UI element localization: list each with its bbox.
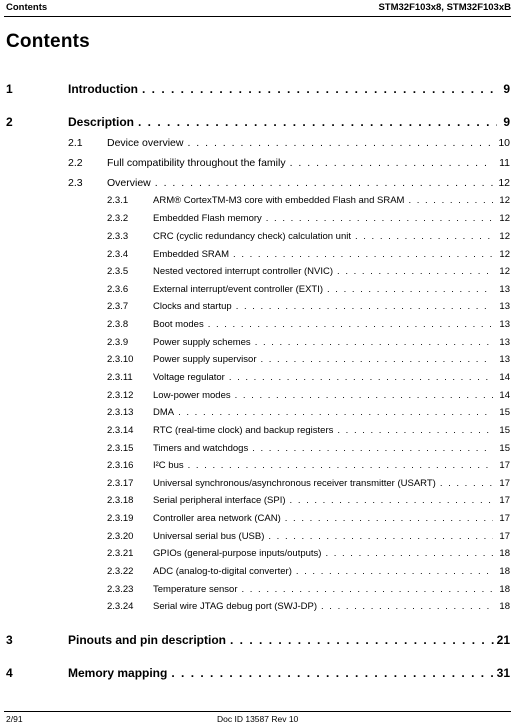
- toc-entry-title: DMA: [153, 407, 175, 418]
- toc-entry-page: 13: [499, 354, 510, 365]
- toc-entry-number: 2.3.1: [107, 195, 129, 206]
- toc-entry-number: 2.3.11: [107, 372, 133, 383]
- toc-entry-2-3-22[interactable]: [0, 565, 517, 579]
- toc-entry-number: 2.3.12: [107, 390, 134, 401]
- toc-entry-full-compatibility[interactable]: [0, 156, 517, 170]
- toc-entry-page: 17: [499, 478, 510, 489]
- toc-entry-title: Full compatibility throughout the family: [107, 157, 286, 169]
- toc-entry-title: I²C bus: [153, 460, 184, 471]
- toc-leader-dots: [255, 336, 493, 350]
- toc-entry-2-3-24[interactable]: [0, 600, 517, 614]
- toc-entry-page: 14: [499, 372, 510, 383]
- toc-entry-title: CRC (cyclic redundancy check) calculation unit: [153, 231, 351, 242]
- toc-entry-title: External interrupt/event controller (EXTI): [153, 284, 324, 295]
- toc-leader-dots: [296, 565, 493, 579]
- toc-entry-page: 13: [499, 337, 510, 348]
- toc-entry-title: RTC (real-time clock) and backup registers: [153, 425, 334, 436]
- toc-entry-title: Clocks and startup: [153, 301, 232, 312]
- toc-entry-number: 2.3.13: [107, 407, 134, 418]
- toc-entry-number: 1: [6, 82, 13, 96]
- toc-leader-dots: [178, 406, 493, 420]
- toc-leader-dots: [188, 459, 493, 473]
- toc-entry-page: 14: [499, 390, 510, 401]
- toc-entry-device-overview[interactable]: [0, 136, 517, 150]
- toc-entry-description[interactable]: [0, 114, 517, 130]
- toc-entry-2-3-19[interactable]: [0, 512, 517, 526]
- toc-leader-dots: [325, 547, 493, 561]
- header-rule: [4, 16, 511, 17]
- toc-entry-page: 17: [499, 531, 510, 542]
- toc-leader-dots: [241, 583, 493, 597]
- toc-leader-dots: [285, 512, 493, 526]
- toc-leader-dots: [236, 300, 493, 314]
- toc-entry-page: 12: [499, 213, 510, 224]
- toc-entry-number: 2.3.16: [107, 460, 134, 471]
- toc-leader-dots: [327, 283, 493, 297]
- toc-entry-number: 2.3.20: [107, 531, 134, 542]
- toc-leader-dots: [208, 318, 493, 332]
- toc-leader-dots: [171, 665, 497, 681]
- toc-entry-page: 13: [499, 301, 510, 312]
- toc-entry-number: 2.3.4: [107, 249, 129, 260]
- toc-entry-title: Power supply schemes: [153, 337, 251, 348]
- toc-entry-number: 2.3.5: [107, 266, 129, 277]
- toc-entry-number: 2.3.10: [107, 354, 134, 365]
- toc-entry-2-3-12[interactable]: [0, 389, 517, 403]
- toc-entry-title: Memory mapping: [68, 666, 168, 680]
- toc-entry-page: 12: [498, 177, 510, 189]
- toc-entry-page: 9: [503, 82, 510, 96]
- toc-leader-dots: [408, 194, 493, 208]
- toc-entry-page: 13: [499, 319, 510, 330]
- toc-entry-title: Voltage regulator: [153, 372, 225, 383]
- toc-entry-page: 13: [499, 284, 510, 295]
- toc-entry-2-3-21[interactable]: [0, 547, 517, 561]
- toc-entry-number: 2.3: [68, 177, 83, 189]
- toc-entry-page: 17: [499, 513, 510, 524]
- toc-leader-dots: [233, 248, 493, 262]
- toc-entry-title: GPIOs (general-purpose inputs/outputs): [153, 548, 322, 559]
- footer-doc-id: Doc ID 13587 Rev 10: [217, 714, 299, 724]
- toc-entry-2-3-23[interactable]: [0, 583, 517, 597]
- toc-entry-page: 18: [499, 601, 510, 612]
- toc-entry-number: 2.3.6: [107, 284, 129, 295]
- toc-entry-number: 2.3.19: [107, 513, 134, 524]
- toc-entry-title: Embedded SRAM: [153, 249, 230, 260]
- toc-entry-page: 15: [499, 407, 510, 418]
- toc-entry-2-3-8[interactable]: [0, 318, 517, 332]
- toc-entry-number: 4: [6, 666, 13, 680]
- toc-entry-page: 18: [499, 548, 510, 559]
- toc-leader-dots: [142, 81, 497, 97]
- toc-entry-page: 18: [499, 566, 510, 577]
- toc-entry-title: Low-power modes: [153, 390, 231, 401]
- toc-entry-number: 2.3.2: [107, 213, 129, 224]
- toc-entry-number: 2.3.8: [107, 319, 129, 330]
- toc-entry-title: Power supply supervisor: [153, 354, 257, 365]
- toc-entry-title: Universal serial bus (USB): [153, 531, 265, 542]
- toc-entry-overview[interactable]: [0, 176, 517, 190]
- toc-entry-title: Introduction: [68, 82, 138, 96]
- toc-entry-page: 17: [499, 495, 510, 506]
- toc-leader-dots: [290, 156, 493, 170]
- toc-entry-number: 2.3.24: [107, 601, 134, 612]
- toc-entry-title: Serial peripheral interface (SPI): [153, 495, 286, 506]
- toc-entry-pinouts[interactable]: [0, 632, 517, 648]
- toc-leader-dots: [337, 265, 493, 279]
- toc-entry-page: 11: [499, 157, 510, 169]
- toc-entry-number: 2.2: [68, 157, 83, 169]
- toc-entry-2-3-17[interactable]: [0, 477, 517, 491]
- toc-entry-number: 2.3.21: [107, 548, 134, 559]
- toc-leader-dots: [138, 114, 497, 130]
- toc-entry-page: 17: [499, 460, 510, 471]
- toc-entry-page: 12: [499, 266, 510, 277]
- toc-entry-2-3-2[interactable]: [0, 212, 517, 226]
- toc-entry-2-3-7[interactable]: [0, 300, 517, 314]
- toc-entry-number: 2.1: [68, 137, 83, 149]
- toc-entry-title: ADC (analog-to-digital converter): [153, 566, 292, 577]
- toc-entry-title: Universal synchronous/asynchronous receiver transmitter (USART): [153, 478, 436, 489]
- toc-entry-2-3-10[interactable]: [0, 353, 517, 367]
- toc-entry-title: Boot modes: [153, 319, 204, 330]
- page-footer: [4, 712, 511, 724]
- header-section-name: Contents: [6, 2, 48, 13]
- toc-leader-dots: [252, 442, 493, 456]
- toc-entry-number: 2.3.14: [107, 425, 134, 436]
- toc-entry-2-3-14[interactable]: [0, 424, 517, 438]
- toc-entry-page: 10: [498, 137, 510, 149]
- toc-entry-introduction[interactable]: [0, 81, 517, 97]
- toc-entry-number: 2.3.22: [107, 566, 134, 577]
- toc-entry-2-3-4[interactable]: [0, 248, 517, 262]
- toc-entry-page: 12: [499, 195, 510, 206]
- toc-entry-title: ARM® CortexTM-M3 core with embedded Flash and SRAM: [153, 195, 405, 206]
- toc-entry-page: 21: [496, 633, 510, 647]
- toc-entry-2-3-9[interactable]: [0, 336, 517, 350]
- toc-entry-number: 3: [6, 633, 13, 647]
- toc-entry-2-3-20[interactable]: [0, 530, 517, 544]
- toc-entry-2-3-15[interactable]: [0, 442, 517, 456]
- toc-entry-title: Description: [68, 115, 135, 129]
- toc-entry-number: 2.3.23: [107, 584, 134, 595]
- toc-entry-number: 2.3.9: [107, 337, 129, 348]
- toc-leader-dots: [337, 424, 493, 438]
- toc-entry-page: 12: [499, 231, 510, 242]
- toc-entry-title: Device overview: [107, 137, 184, 149]
- toc-entry-number: 2.3.3: [107, 231, 129, 242]
- toc-entry-page: 15: [499, 425, 510, 436]
- toc-leader-dots: [229, 371, 493, 385]
- toc-entry-2-3-6[interactable]: [0, 283, 517, 297]
- toc-entry-2-3-3[interactable]: [0, 230, 517, 244]
- page-header: [4, 2, 511, 16]
- toc-leader-dots: [187, 136, 493, 150]
- toc-entry-2-3-16[interactable]: [0, 459, 517, 473]
- toc-entry-title: Temperature sensor: [153, 584, 238, 595]
- toc-entry-title: Overview: [107, 177, 151, 189]
- toc-leader-dots: [440, 477, 493, 491]
- toc-leader-dots: [290, 494, 493, 508]
- toc-leader-dots: [235, 389, 493, 403]
- toc-entry-memory-mapping[interactable]: [0, 665, 517, 681]
- toc-entry-2-3-11[interactable]: [0, 371, 517, 385]
- toc-entry-title: Embedded Flash memory: [153, 213, 262, 224]
- toc-entry-page: 15: [499, 443, 510, 454]
- toc-leader-dots: [355, 230, 493, 244]
- toc-entry-title: Pinouts and pin description: [68, 633, 227, 647]
- toc-leader-dots: [230, 632, 497, 648]
- toc-entry-title: Timers and watchdogs: [153, 443, 249, 454]
- toc-entry-title: Nested vectored interrupt controller (NVIC): [153, 266, 334, 277]
- toc-entry-number: 2.3.15: [107, 443, 134, 454]
- toc-leader-dots: [268, 530, 493, 544]
- toc-entry-page: 31: [496, 666, 510, 680]
- toc-entry-number: 2.3.18: [107, 495, 134, 506]
- toc-leader-dots: [155, 176, 493, 190]
- header-product-name: STM32F103x8, STM32F103xB: [378, 2, 511, 13]
- toc-entry-page: 12: [499, 249, 510, 260]
- toc-leader-dots: [261, 353, 494, 367]
- toc-entry-page: 9: [503, 115, 510, 129]
- toc-entry-number: 2.3.7: [107, 301, 129, 312]
- toc-entry-number: 2.3.17: [107, 478, 134, 489]
- toc-entry-2-3-13[interactable]: [0, 406, 517, 420]
- page-title: Contents: [6, 31, 90, 52]
- footer-page-number: 2/91: [6, 714, 23, 724]
- toc-entry-title: Serial wire JTAG debug port (SWJ-DP): [153, 601, 318, 612]
- toc-entry-number: 2: [6, 115, 13, 129]
- toc-entry-title: Controller area network (CAN): [153, 513, 281, 524]
- toc-entry-page: 18: [499, 584, 510, 595]
- toc-entry-2-3-18[interactable]: [0, 494, 517, 508]
- toc-leader-dots: [321, 600, 493, 614]
- toc-leader-dots: [266, 212, 493, 226]
- toc-entry-2-3-5[interactable]: [0, 265, 517, 279]
- toc-entry-2-3-1[interactable]: [0, 194, 517, 208]
